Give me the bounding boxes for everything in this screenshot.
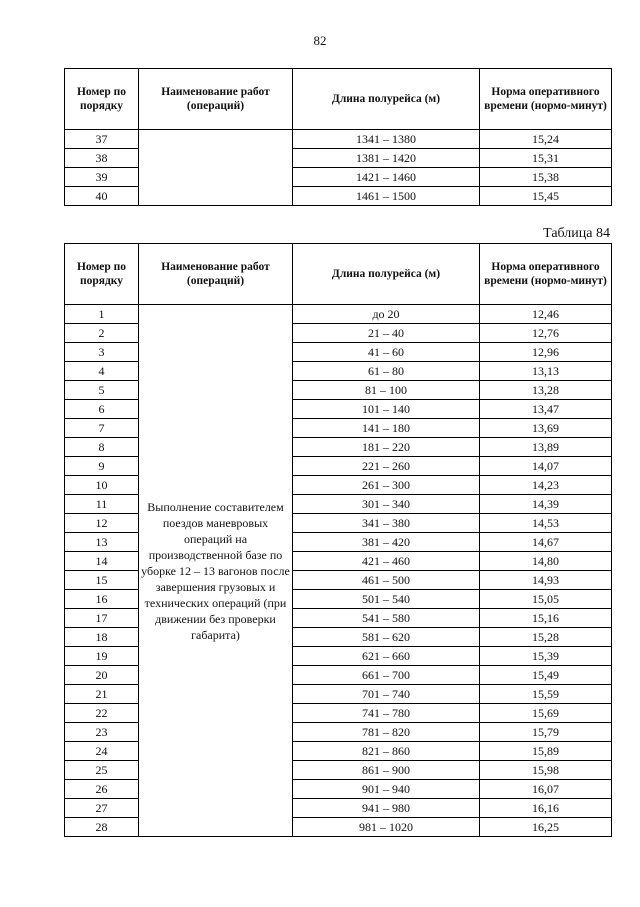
row-number: 9 xyxy=(65,457,139,476)
length-range: 981 – 1020 xyxy=(293,818,480,837)
norm-value: 15,49 xyxy=(480,666,612,685)
row-number: 19 xyxy=(65,647,139,666)
length-range: 261 – 300 xyxy=(293,476,480,495)
row-number: 23 xyxy=(65,723,139,742)
length-range: 1461 – 1500 xyxy=(293,187,480,206)
norm-value: 15,24 xyxy=(480,130,612,149)
header-length: Длина полурейса (м) xyxy=(293,69,480,130)
length-range: 181 – 220 xyxy=(293,438,480,457)
length-range: 541 – 580 xyxy=(293,609,480,628)
length-range: 341 – 380 xyxy=(293,514,480,533)
header-num: Номер по порядку xyxy=(65,244,139,305)
norm-value: 15,38 xyxy=(480,168,612,187)
length-range: 301 – 340 xyxy=(293,495,480,514)
norm-value: 13,47 xyxy=(480,400,612,419)
norm-value: 15,05 xyxy=(480,590,612,609)
row-number: 21 xyxy=(65,685,139,704)
length-range: 1421 – 1460 xyxy=(293,168,480,187)
work-description xyxy=(139,130,293,206)
length-range: 101 – 140 xyxy=(293,400,480,419)
length-range: 581 – 620 xyxy=(293,628,480,647)
header-name: Наименование работ (операций) xyxy=(139,69,293,130)
table-row xyxy=(65,305,612,324)
row-number: 24 xyxy=(65,742,139,761)
table-header-row xyxy=(65,69,612,130)
header-length: Длина полурейса (м) xyxy=(293,244,480,305)
norm-value: 12,96 xyxy=(480,343,612,362)
row-number: 2 xyxy=(65,324,139,343)
header-name: Наименование работ (операций) xyxy=(139,244,293,305)
norm-value: 13,13 xyxy=(480,362,612,381)
length-range: 821 – 860 xyxy=(293,742,480,761)
row-number: 27 xyxy=(65,799,139,818)
length-range: 781 – 820 xyxy=(293,723,480,742)
table-header-row xyxy=(65,244,612,305)
norm-value: 15,89 xyxy=(480,742,612,761)
row-number: 17 xyxy=(65,609,139,628)
row-number: 38 xyxy=(65,149,139,168)
length-range: 221 – 260 xyxy=(293,457,480,476)
page-number: 82 xyxy=(313,33,327,48)
norm-value: 13,28 xyxy=(480,381,612,400)
row-number: 13 xyxy=(65,533,139,552)
norm-value: 16,07 xyxy=(480,780,612,799)
row-number: 11 xyxy=(65,495,139,514)
length-range: 461 – 500 xyxy=(293,571,480,590)
row-number: 39 xyxy=(65,168,139,187)
length-range: 621 – 660 xyxy=(293,647,480,666)
norm-value: 16,16 xyxy=(480,799,612,818)
row-number: 1 xyxy=(65,305,139,324)
norm-value: 14,07 xyxy=(480,457,612,476)
header-norm: Норма оперативного времени (нормо-минут) xyxy=(480,244,612,305)
length-range: 141 – 180 xyxy=(293,419,480,438)
row-number: 5 xyxy=(65,381,139,400)
norms-table-84 xyxy=(64,243,612,837)
length-range: 741 – 780 xyxy=(293,704,480,723)
norm-value: 13,89 xyxy=(480,438,612,457)
work-description: Выполнение составителем поездов маневровых операций на производственной базе по уборке 12 – 13 вагонов после завершения грузовых и технических операций (при движении без проверки габарита) xyxy=(139,305,293,837)
norm-value: 15,69 xyxy=(480,704,612,723)
norm-value: 16,25 xyxy=(480,818,612,837)
row-number: 37 xyxy=(65,130,139,149)
row-number: 12 xyxy=(65,514,139,533)
length-range: 21 – 40 xyxy=(293,324,480,343)
row-number: 14 xyxy=(65,552,139,571)
norm-value: 15,16 xyxy=(480,609,612,628)
row-number: 28 xyxy=(65,818,139,837)
length-range: 421 – 460 xyxy=(293,552,480,571)
norms-table-continued xyxy=(64,68,612,206)
norm-value: 14,39 xyxy=(480,495,612,514)
header-norm: Норма оперативного времени (нормо-минут) xyxy=(480,69,612,130)
norm-value: 15,59 xyxy=(480,685,612,704)
norm-value: 15,31 xyxy=(480,149,612,168)
norm-value: 14,67 xyxy=(480,533,612,552)
row-number: 7 xyxy=(65,419,139,438)
row-number: 22 xyxy=(65,704,139,723)
norm-value: 12,76 xyxy=(480,324,612,343)
row-number: 3 xyxy=(65,343,139,362)
norm-value: 12,46 xyxy=(480,305,612,324)
norm-value: 15,28 xyxy=(480,628,612,647)
length-range: 861 – 900 xyxy=(293,761,480,780)
table-caption: Таблица 84 xyxy=(543,226,610,241)
row-number: 16 xyxy=(65,590,139,609)
row-number: 4 xyxy=(65,362,139,381)
norm-value: 14,23 xyxy=(480,476,612,495)
length-range: 61 – 80 xyxy=(293,362,480,381)
norm-value: 14,80 xyxy=(480,552,612,571)
length-range: 941 – 980 xyxy=(293,799,480,818)
length-range: 701 – 740 xyxy=(293,685,480,704)
norm-value: 15,79 xyxy=(480,723,612,742)
norm-value: 14,53 xyxy=(480,514,612,533)
length-range: до 20 xyxy=(293,305,480,324)
row-number: 26 xyxy=(65,780,139,799)
row-number: 25 xyxy=(65,761,139,780)
length-range: 381 – 420 xyxy=(293,533,480,552)
row-number: 20 xyxy=(65,666,139,685)
norm-value: 15,98 xyxy=(480,761,612,780)
length-range: 901 – 940 xyxy=(293,780,480,799)
norm-value: 13,69 xyxy=(480,419,612,438)
length-range: 661 – 700 xyxy=(293,666,480,685)
row-number: 8 xyxy=(65,438,139,457)
row-number: 10 xyxy=(65,476,139,495)
length-range: 1341 – 1380 xyxy=(293,130,480,149)
length-range: 81 – 100 xyxy=(293,381,480,400)
length-range: 501 – 540 xyxy=(293,590,480,609)
norm-value: 15,39 xyxy=(480,647,612,666)
norm-value: 14,93 xyxy=(480,571,612,590)
row-number: 18 xyxy=(65,628,139,647)
table-row xyxy=(65,130,612,149)
row-number: 40 xyxy=(65,187,139,206)
row-number: 15 xyxy=(65,571,139,590)
length-range: 41 – 60 xyxy=(293,343,480,362)
length-range: 1381 – 1420 xyxy=(293,149,480,168)
header-num: Номер по порядку xyxy=(65,69,139,130)
norm-value: 15,45 xyxy=(480,187,612,206)
row-number: 6 xyxy=(65,400,139,419)
